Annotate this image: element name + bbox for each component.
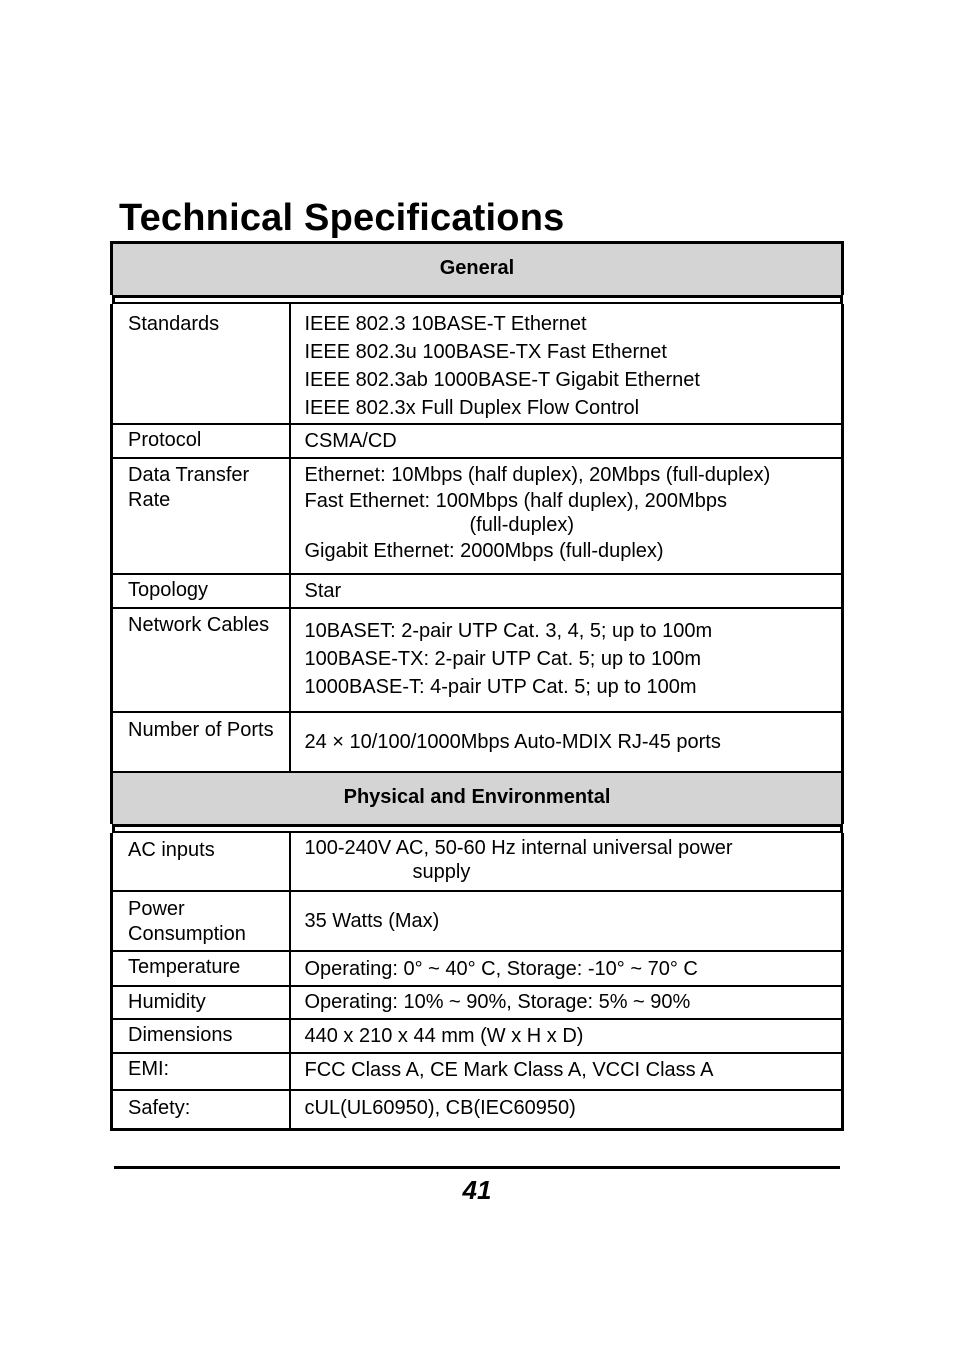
value-line: cUL(UL60950), CB(IEC60950) xyxy=(304,1096,576,1119)
value-line: Gigabit Ethernet: 2000Mbps (full-duplex) xyxy=(304,539,664,562)
row-key: Data Transfer Rate xyxy=(112,458,290,574)
row-value xyxy=(290,574,843,608)
table-row xyxy=(112,1053,843,1090)
table-row xyxy=(112,574,843,608)
section-divider xyxy=(112,824,843,833)
table-row xyxy=(112,833,843,891)
row-value xyxy=(290,1019,843,1053)
page-title: Technical Specifications xyxy=(119,197,565,239)
row-value xyxy=(290,951,843,986)
row-key: Topology xyxy=(112,574,290,608)
table-row xyxy=(112,986,843,1019)
row-key: EMI: xyxy=(112,1053,290,1090)
table-row xyxy=(112,1090,843,1130)
table-row xyxy=(112,1019,843,1053)
value-line: (full-duplex) xyxy=(469,513,574,536)
section-divider xyxy=(112,295,843,304)
value-line: Operating: 0° ~ 40° C, Storage: -10° ~ 70° C xyxy=(304,957,698,980)
value-line: 1000BASE-T: 4-pair UTP Cat. 5; up to 100m xyxy=(304,675,697,698)
table-row xyxy=(112,712,843,772)
row-key: Humidity xyxy=(112,986,290,1019)
value-line: 100BASE-TX: 2-pair UTP Cat. 5; up to 100m xyxy=(304,647,701,670)
value-line: 10BASET: 2-pair UTP Cat. 3, 4, 5; up to 100m xyxy=(304,619,713,642)
value-line: 24 × 10/100/1000Mbps Auto-MDIX RJ-45 ports xyxy=(304,730,721,753)
row-key: Temperature xyxy=(112,951,290,986)
table-row xyxy=(112,891,843,951)
value-line: IEEE 802.3 10BASE-T Ethernet xyxy=(304,312,587,335)
section-heading: General xyxy=(439,257,515,279)
section-header-general xyxy=(112,243,843,295)
row-value xyxy=(290,458,843,574)
table-row xyxy=(112,608,843,712)
row-value xyxy=(290,712,843,772)
page-number: 41 xyxy=(462,1175,492,1205)
section-heading: Physical and Environmental xyxy=(343,785,611,808)
spec-table xyxy=(110,241,844,1131)
table-row xyxy=(112,951,843,986)
row-value xyxy=(290,1053,843,1090)
row-key: Standards xyxy=(112,304,290,424)
row-value xyxy=(290,986,843,1019)
value-line: 440 x 210 x 44 mm (W x H x D) xyxy=(304,1024,584,1047)
row-value xyxy=(290,891,843,951)
value-line: FCC Class A, CE Mark Class A, VCCI Class A xyxy=(304,1058,714,1081)
value-line: 35 Watts (Max) xyxy=(304,909,440,932)
row-key: Protocol xyxy=(112,424,290,458)
value-line: Star xyxy=(304,579,342,602)
row-key: Safety: xyxy=(112,1090,290,1130)
row-key: Power Consumption xyxy=(112,891,290,951)
row-value xyxy=(290,1090,843,1130)
table-row xyxy=(112,458,843,574)
value-line: IEEE 802.3x Full Duplex Flow Control xyxy=(304,396,640,419)
row-value xyxy=(290,833,843,891)
value-line: Fast Ethernet: 100Mbps (half duplex), 200Mbps xyxy=(304,489,727,512)
row-key: Dimensions xyxy=(112,1019,290,1053)
value-line: IEEE 802.3u 100BASE-TX Fast Ethernet xyxy=(304,340,667,363)
footer-rule xyxy=(114,1166,840,1169)
table-row xyxy=(112,304,843,424)
row-key: AC inputs xyxy=(112,833,290,891)
value-line: CSMA/CD xyxy=(304,429,397,452)
row-value xyxy=(290,304,843,424)
value-line: Ethernet: 10Mbps (half duplex), 20Mbps (full-duplex) xyxy=(304,463,771,486)
row-value xyxy=(290,608,843,712)
value-line: supply xyxy=(412,860,471,883)
section-header-physical xyxy=(112,772,843,824)
value-line: 100-240V AC, 50-60 Hz internal universal power xyxy=(304,836,733,859)
row-key: Network Cables xyxy=(112,608,290,712)
row-key: Number of Ports xyxy=(112,712,290,772)
value-line: Operating: 10% ~ 90%, Storage: 5% ~ 90% xyxy=(304,990,691,1013)
row-value xyxy=(290,424,843,458)
value-line: IEEE 802.3ab 1000BASE-T Gigabit Ethernet xyxy=(304,368,700,391)
table-row xyxy=(112,424,843,458)
